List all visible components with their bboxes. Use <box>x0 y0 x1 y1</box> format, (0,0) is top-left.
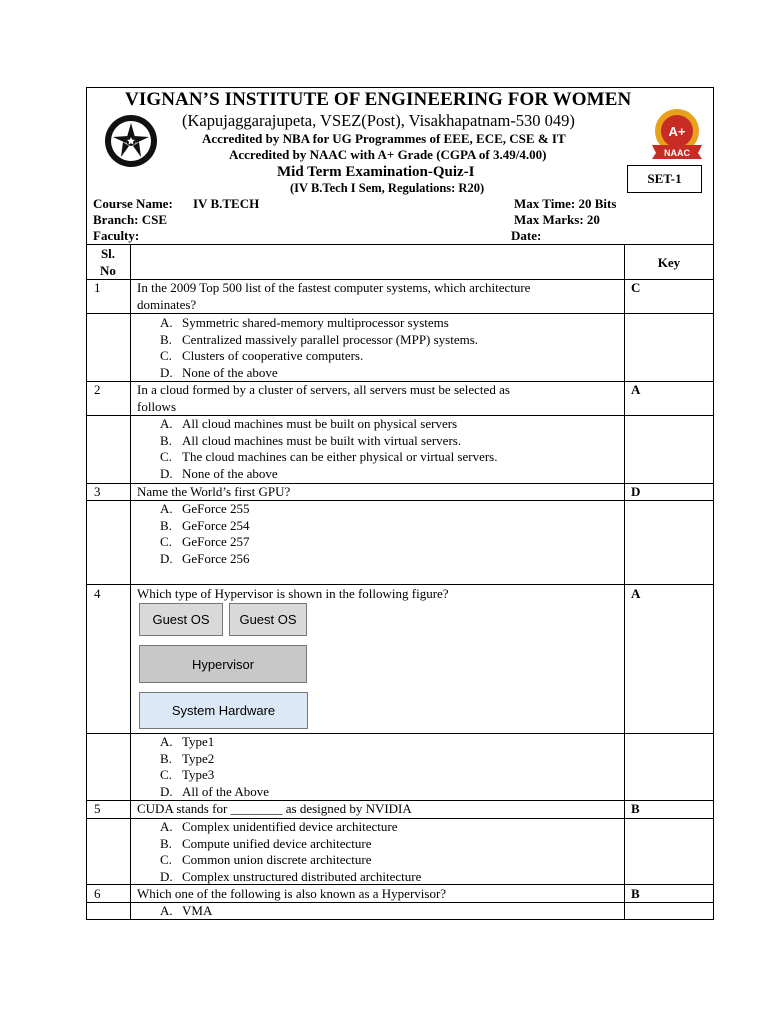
option-text: GeForce 254 <box>182 517 250 533</box>
set-box <box>627 165 702 193</box>
nba-accreditation: Accredited by NBA for UG Programmes of EEE, ECE, CSE & IT <box>202 131 566 146</box>
option <box>160 836 421 853</box>
answer-key: C <box>631 280 641 295</box>
question-number: 6 <box>94 886 101 901</box>
col-sl-line2: No <box>100 262 116 278</box>
exam-title: Mid Term Examination-Quiz-I <box>277 164 475 180</box>
option-list <box>160 734 269 800</box>
option-letter: D. <box>160 550 173 566</box>
answer-key: B <box>631 801 640 816</box>
table-col-rule <box>624 244 625 920</box>
option <box>160 449 498 466</box>
option <box>160 315 478 332</box>
answer-key: D <box>631 484 641 499</box>
option-text: GeForce 256 <box>182 550 250 566</box>
naac-badge <box>648 107 706 163</box>
option-text: GeForce 257 <box>182 534 250 549</box>
option <box>160 466 498 483</box>
table-rule <box>86 584 714 585</box>
question-number: 3 <box>94 484 101 499</box>
table-col-rule <box>130 244 131 920</box>
question-text-line: dominates? <box>137 296 197 312</box>
question-number: 5 <box>94 801 101 816</box>
question-number: 2 <box>94 382 101 397</box>
option-text: Compute unified device architecture <box>182 835 372 851</box>
question-text: CUDA stands for ________ as designed by NVIDIA <box>137 801 412 816</box>
option-list <box>160 501 250 567</box>
option <box>160 551 250 568</box>
option-letter: A. <box>160 903 173 918</box>
option-letter: B. <box>160 517 172 533</box>
branch: Branch: CSE <box>93 212 168 227</box>
question-text: Which one of the following is also known as a Hypervisor? <box>137 886 447 901</box>
hypervisor-label: Hypervisor <box>191 656 255 672</box>
option-text: All cloud machines must be built on physical servers <box>182 416 458 431</box>
option-letter: C. <box>160 767 172 782</box>
guest-os-box <box>229 603 307 636</box>
option-text: Centralized massively parallel processor (MPP) systems. <box>182 331 479 347</box>
option <box>160 734 269 751</box>
option <box>160 767 269 784</box>
option <box>160 869 421 886</box>
option-letter: A. <box>160 819 173 834</box>
option-text: Common union discrete architecture <box>182 852 372 867</box>
option-letter: D. <box>160 364 173 380</box>
col-sl-header <box>86 246 130 279</box>
max-time: Max Time: 20 Bits <box>514 196 617 211</box>
option <box>160 534 250 551</box>
answer-key: B <box>631 886 640 901</box>
question-number: 4 <box>94 586 101 601</box>
col-sl-line1: Sl. <box>100 246 116 261</box>
question-text <box>137 280 530 313</box>
option <box>160 365 478 382</box>
option-letter: B. <box>160 835 172 851</box>
naac-accreditation: Accredited by NAAC with A+ Grade (CGPA of 3.49/4.00) <box>229 147 547 162</box>
option-text: Complex unstructured distributed architecture <box>182 868 422 884</box>
question-text-line: follows <box>137 398 176 414</box>
option <box>160 416 498 433</box>
option <box>160 433 498 450</box>
option <box>160 332 478 349</box>
option-letter: B. <box>160 750 172 766</box>
question-text-line: In a cloud formed by a cluster of servers, all servers must be selected as <box>137 382 510 397</box>
option <box>160 751 269 768</box>
option <box>160 518 250 535</box>
option-text: Type2 <box>182 750 215 766</box>
option-list <box>160 819 421 885</box>
option-text: GeForce 255 <box>182 501 250 516</box>
option-letter: B. <box>160 331 172 347</box>
set-label: SET-1 <box>647 171 682 186</box>
option-text: Symmetric shared-memory multiprocessor systems <box>182 315 449 330</box>
option <box>160 348 478 365</box>
answer-key: A <box>631 586 641 601</box>
option-list <box>160 416 498 482</box>
question-text: Name the World’s first GPU? <box>137 484 291 499</box>
system-hardware-box <box>139 692 308 729</box>
option-letter: A. <box>160 734 173 749</box>
question-text-line: In the 2009 Top 500 list of the fastest computer systems, which architecture <box>137 280 531 295</box>
option-letter: A. <box>160 315 173 330</box>
option-text: Clusters of cooperative computers. <box>182 348 364 363</box>
option-letter: D. <box>160 868 173 884</box>
course-name-label: Course Name: <box>93 196 173 211</box>
guest-os-label: Guest OS <box>152 612 210 627</box>
option-text: None of the above <box>182 364 278 380</box>
naac-label: NAAC <box>664 148 690 158</box>
option-text: All of the Above <box>182 783 270 799</box>
option-letter: B. <box>160 432 172 448</box>
table-top-rule <box>86 244 714 245</box>
question-text: Which type of Hypervisor is shown in the following figure? <box>137 586 449 601</box>
question-number: 1 <box>94 280 101 295</box>
semester-info: (IV B.Tech I Sem, Regulations: R20) <box>290 181 485 195</box>
option-letter: C. <box>160 852 172 867</box>
date: Date: <box>511 228 542 243</box>
institute-name: VIGNAN’S INSTITUTE OF ENGINEERING FOR WOMEN <box>125 89 632 110</box>
table-rule <box>86 313 714 314</box>
option-text: None of the above <box>182 465 278 481</box>
guest-os-box <box>139 603 223 636</box>
option-text: Complex unidentified device architecture <box>182 819 398 834</box>
option-letter: D. <box>160 465 173 481</box>
college-logo <box>101 113 161 169</box>
course-name-value: IV B.TECH <box>193 196 260 211</box>
max-marks: Max Marks: 20 <box>514 212 600 227</box>
answer-key: A <box>631 382 641 397</box>
hypervisor-box <box>139 645 307 683</box>
option <box>160 852 421 869</box>
option-text: Type1 <box>182 734 215 749</box>
option-letter: C. <box>160 348 172 363</box>
option-letter: A. <box>160 501 173 516</box>
naac-grade: A+ <box>668 124 686 139</box>
option <box>160 819 421 836</box>
option-list <box>160 903 212 920</box>
option-text: The cloud machines can be either physical or virtual servers. <box>182 449 498 464</box>
option-text: VMA <box>182 903 213 918</box>
option-letter: C. <box>160 449 172 464</box>
option-letter: C. <box>160 534 172 549</box>
question-text <box>137 382 510 415</box>
faculty: Faculty: <box>93 228 140 243</box>
option <box>160 784 269 801</box>
option-list <box>160 315 478 381</box>
option <box>160 903 212 920</box>
system-hardware-label: System Hardware <box>171 703 276 718</box>
guest-os-label: Guest OS <box>239 612 297 627</box>
option-text: All cloud machines must be built with virtual servers. <box>182 432 462 448</box>
option-text: Type3 <box>182 767 215 782</box>
col-key-header: Key <box>657 255 681 270</box>
option-letter: D. <box>160 783 173 799</box>
option-letter: A. <box>160 416 173 431</box>
institute-address: (Kapujaggarajupeta, VSEZ(Post), Visakhapatnam-530 049) <box>182 111 575 130</box>
option <box>160 501 250 518</box>
